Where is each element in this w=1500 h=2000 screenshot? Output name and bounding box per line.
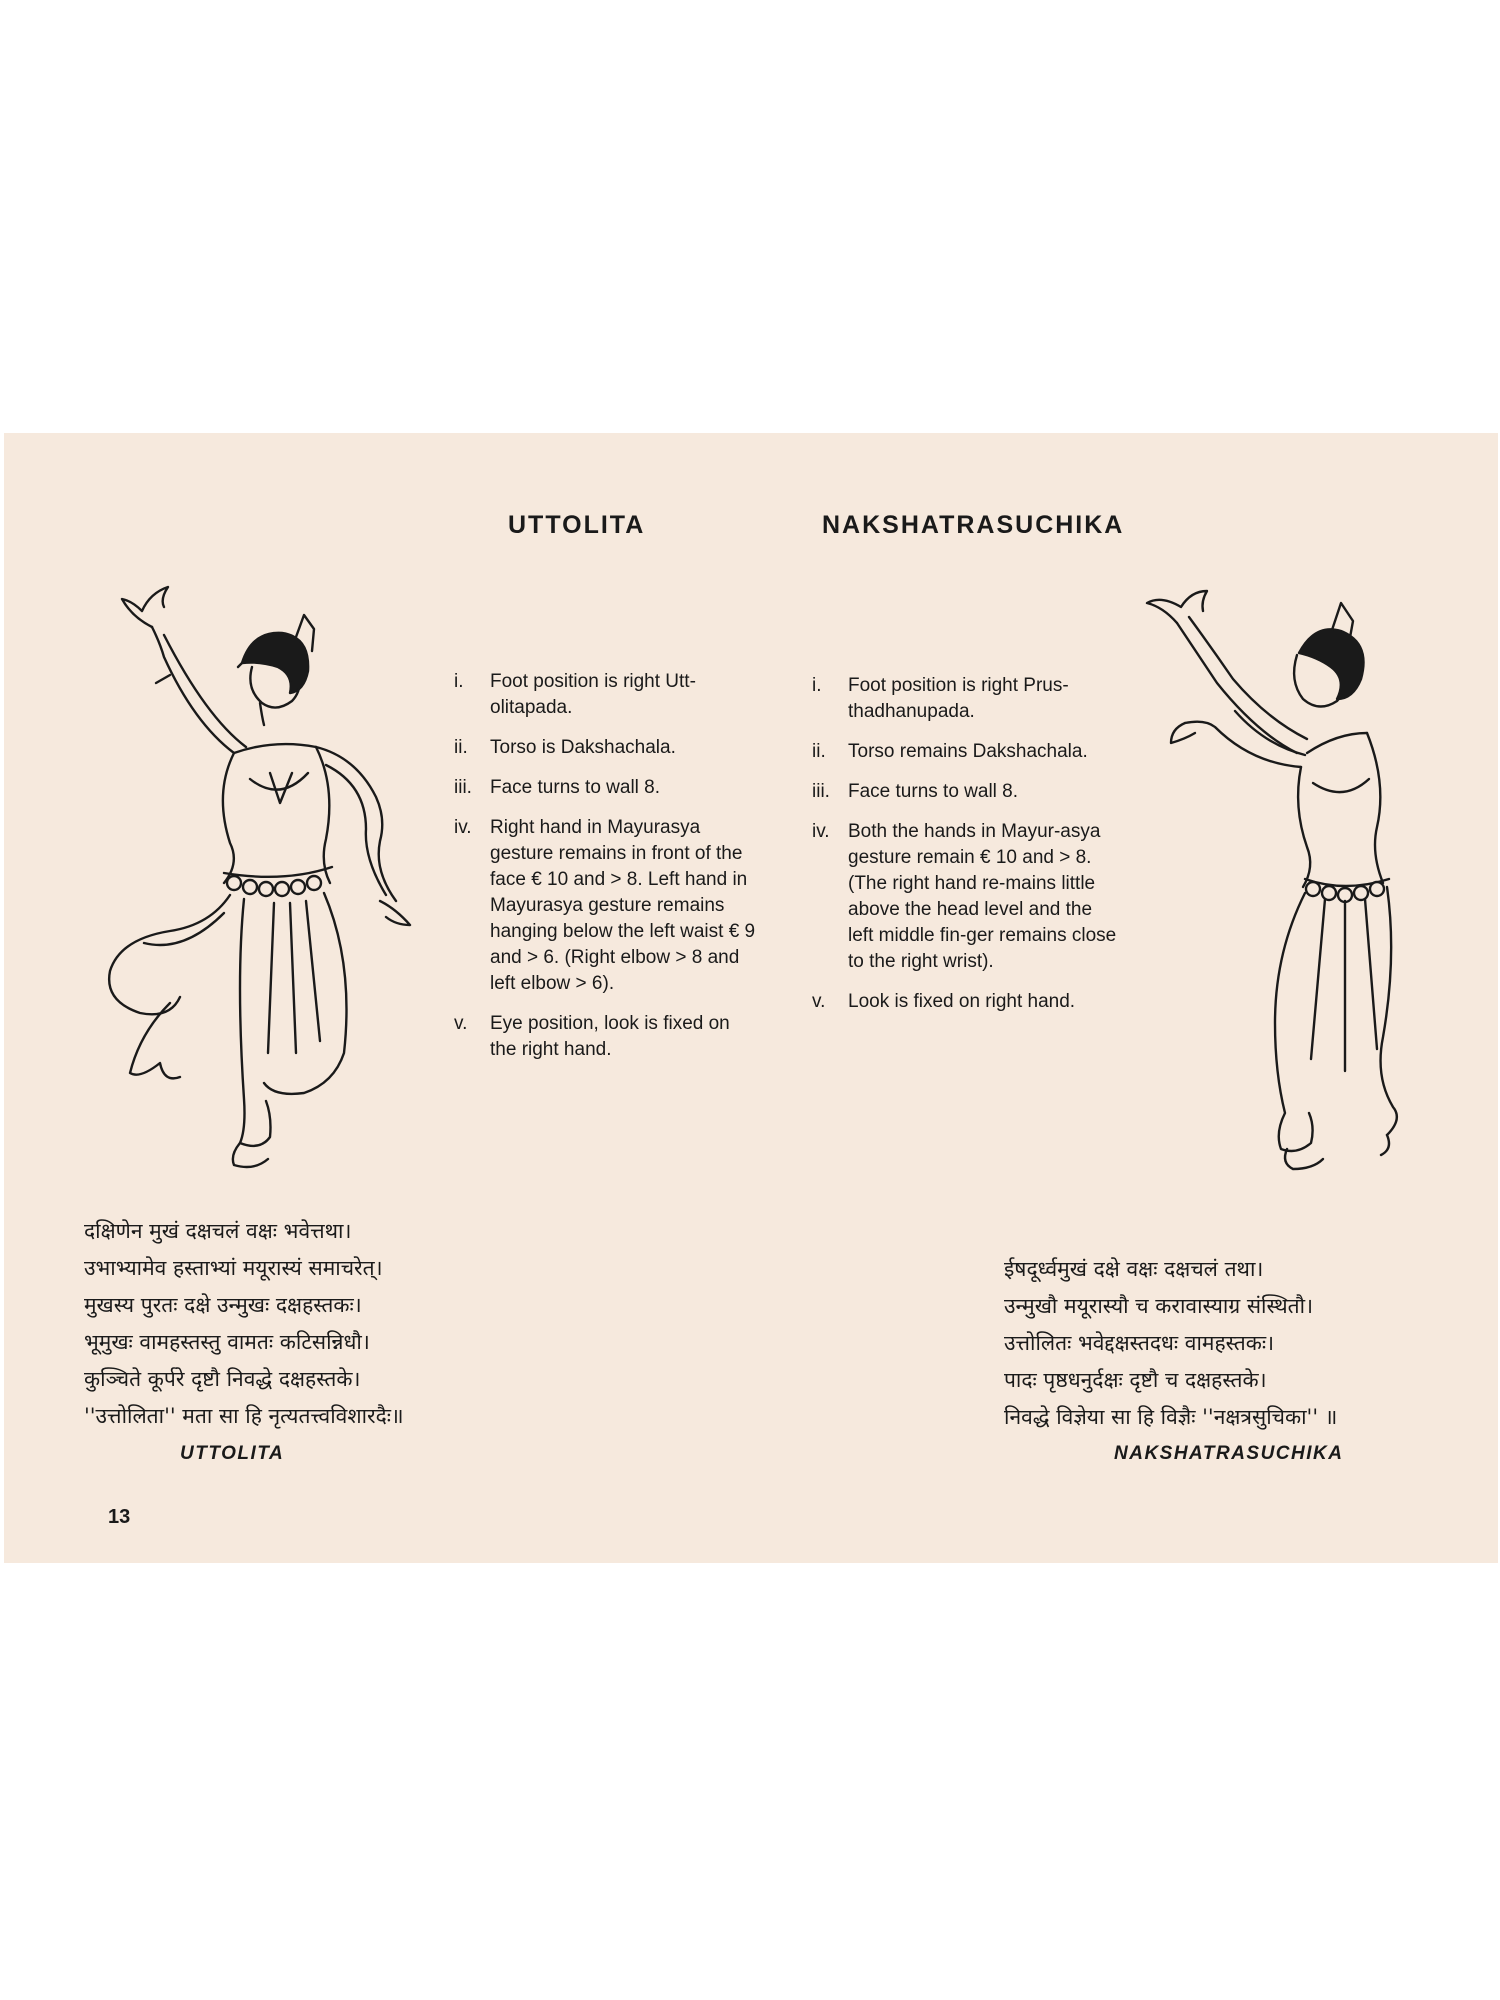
item-number: v. — [454, 1013, 468, 1034]
item-text: Eye position, look is fixed on the right hand. — [490, 1013, 730, 1060]
list-item — [812, 779, 1122, 805]
list-item — [454, 669, 759, 721]
left-caption: UTTOLITA — [180, 1443, 285, 1464]
list-item — [454, 1011, 759, 1063]
list-item — [454, 775, 759, 801]
item-text: Both the hands in Mayur-asya gesture remain € 10 and > 8. (The right hand re-mains little above the head level and the left middle fin-ger remains close to the right wrist). — [848, 821, 1117, 972]
item-number: i. — [812, 675, 822, 696]
list-item — [812, 989, 1122, 1015]
item-text: Face turns to wall 8. — [848, 781, 1019, 802]
left-instruction-list — [454, 669, 759, 1077]
item-number: ii. — [454, 737, 468, 758]
right-instruction-list — [812, 673, 1122, 1029]
left-sanskrit-verse — [84, 1213, 404, 1435]
verse-line: दक्षिणेन मुखं दक्षचलं वक्षः भवेत्तथा। — [84, 1219, 352, 1243]
item-text: Torso remains Dakshachala. — [848, 741, 1088, 762]
item-text: Foot position is right Prus-thadhanupada. — [848, 675, 1069, 722]
verse-line: कुञ्चिते कूर्परे दृष्टौ निवद्धे दक्षहस्तके। — [84, 1367, 361, 1391]
list-item — [812, 819, 1122, 975]
uttolita-dancer-illustration — [84, 583, 404, 1183]
item-number: i. — [454, 671, 464, 692]
verse-line: ईषदूर्ध्वमुखं दक्षे वक्षः दक्षचलं तथा। — [1004, 1257, 1264, 1281]
verse-line: भूमुखः वामहस्तस्तु वामतः कटिसन्निधौ। — [84, 1330, 370, 1354]
item-number: v. — [812, 991, 826, 1012]
item-number: iii. — [812, 781, 830, 802]
page-number: 13 — [108, 1506, 131, 1528]
left-title: UTTOLITA — [508, 511, 646, 539]
item-text: Face turns to wall 8. — [490, 777, 661, 798]
verse-line: मुखस्य पुरतः दक्षे उन्मुखः दक्षहस्तकः। — [84, 1293, 362, 1317]
right-sanskrit-verse — [1004, 1251, 1337, 1436]
item-text: Right hand in Mayurasya gesture remains in front of the face € 10 and > 8. Left hand in Mayurasya gesture remains hanging below the left waist € 9 and > 6. (Right elbow > 8 and left elbow > 6). — [490, 817, 756, 994]
verse-line: निवद्धे विज्ञेया सा हि विज्ञैः ''नक्षत्रसुचिका'' ॥ — [1004, 1405, 1338, 1429]
item-number: iv. — [812, 821, 830, 842]
verse-line: उभाभ्यामेव हस्ताभ्यां मयूरास्यं समाचरेत्। — [84, 1256, 383, 1280]
list-item — [454, 735, 759, 761]
right-title: NAKSHATRASUCHIKA — [822, 511, 1125, 539]
list-item — [812, 739, 1122, 765]
list-item — [454, 815, 759, 997]
item-text: Look is fixed on right hand. — [848, 991, 1076, 1012]
item-text: Foot position is right Utt-olitapada. — [490, 671, 696, 718]
right-caption: NAKSHATRASUCHIKA — [1114, 1443, 1344, 1464]
verse-line: उन्मुखौ मयूरास्यौ च करावास्याग्र संस्थितौ। — [1004, 1294, 1314, 1318]
item-number: iii. — [454, 777, 472, 798]
book-page — [4, 433, 1498, 1563]
verse-line: ''उत्तोलिता'' मता सा हि नृत्यतत्त्वविशारदैः॥ — [84, 1404, 404, 1428]
verse-line: उत्तोलितः भवेद्दक्षस्तदधः वामहस्तकः। — [1004, 1331, 1275, 1355]
item-number: iv. — [454, 817, 472, 838]
item-number: ii. — [812, 741, 826, 762]
list-item — [812, 673, 1122, 725]
verse-line: पादः पृष्ठधनुर्दक्षः दृष्टौ च दक्षहस्तके। — [1004, 1368, 1267, 1392]
item-text: Torso is Dakshachala. — [490, 737, 676, 758]
